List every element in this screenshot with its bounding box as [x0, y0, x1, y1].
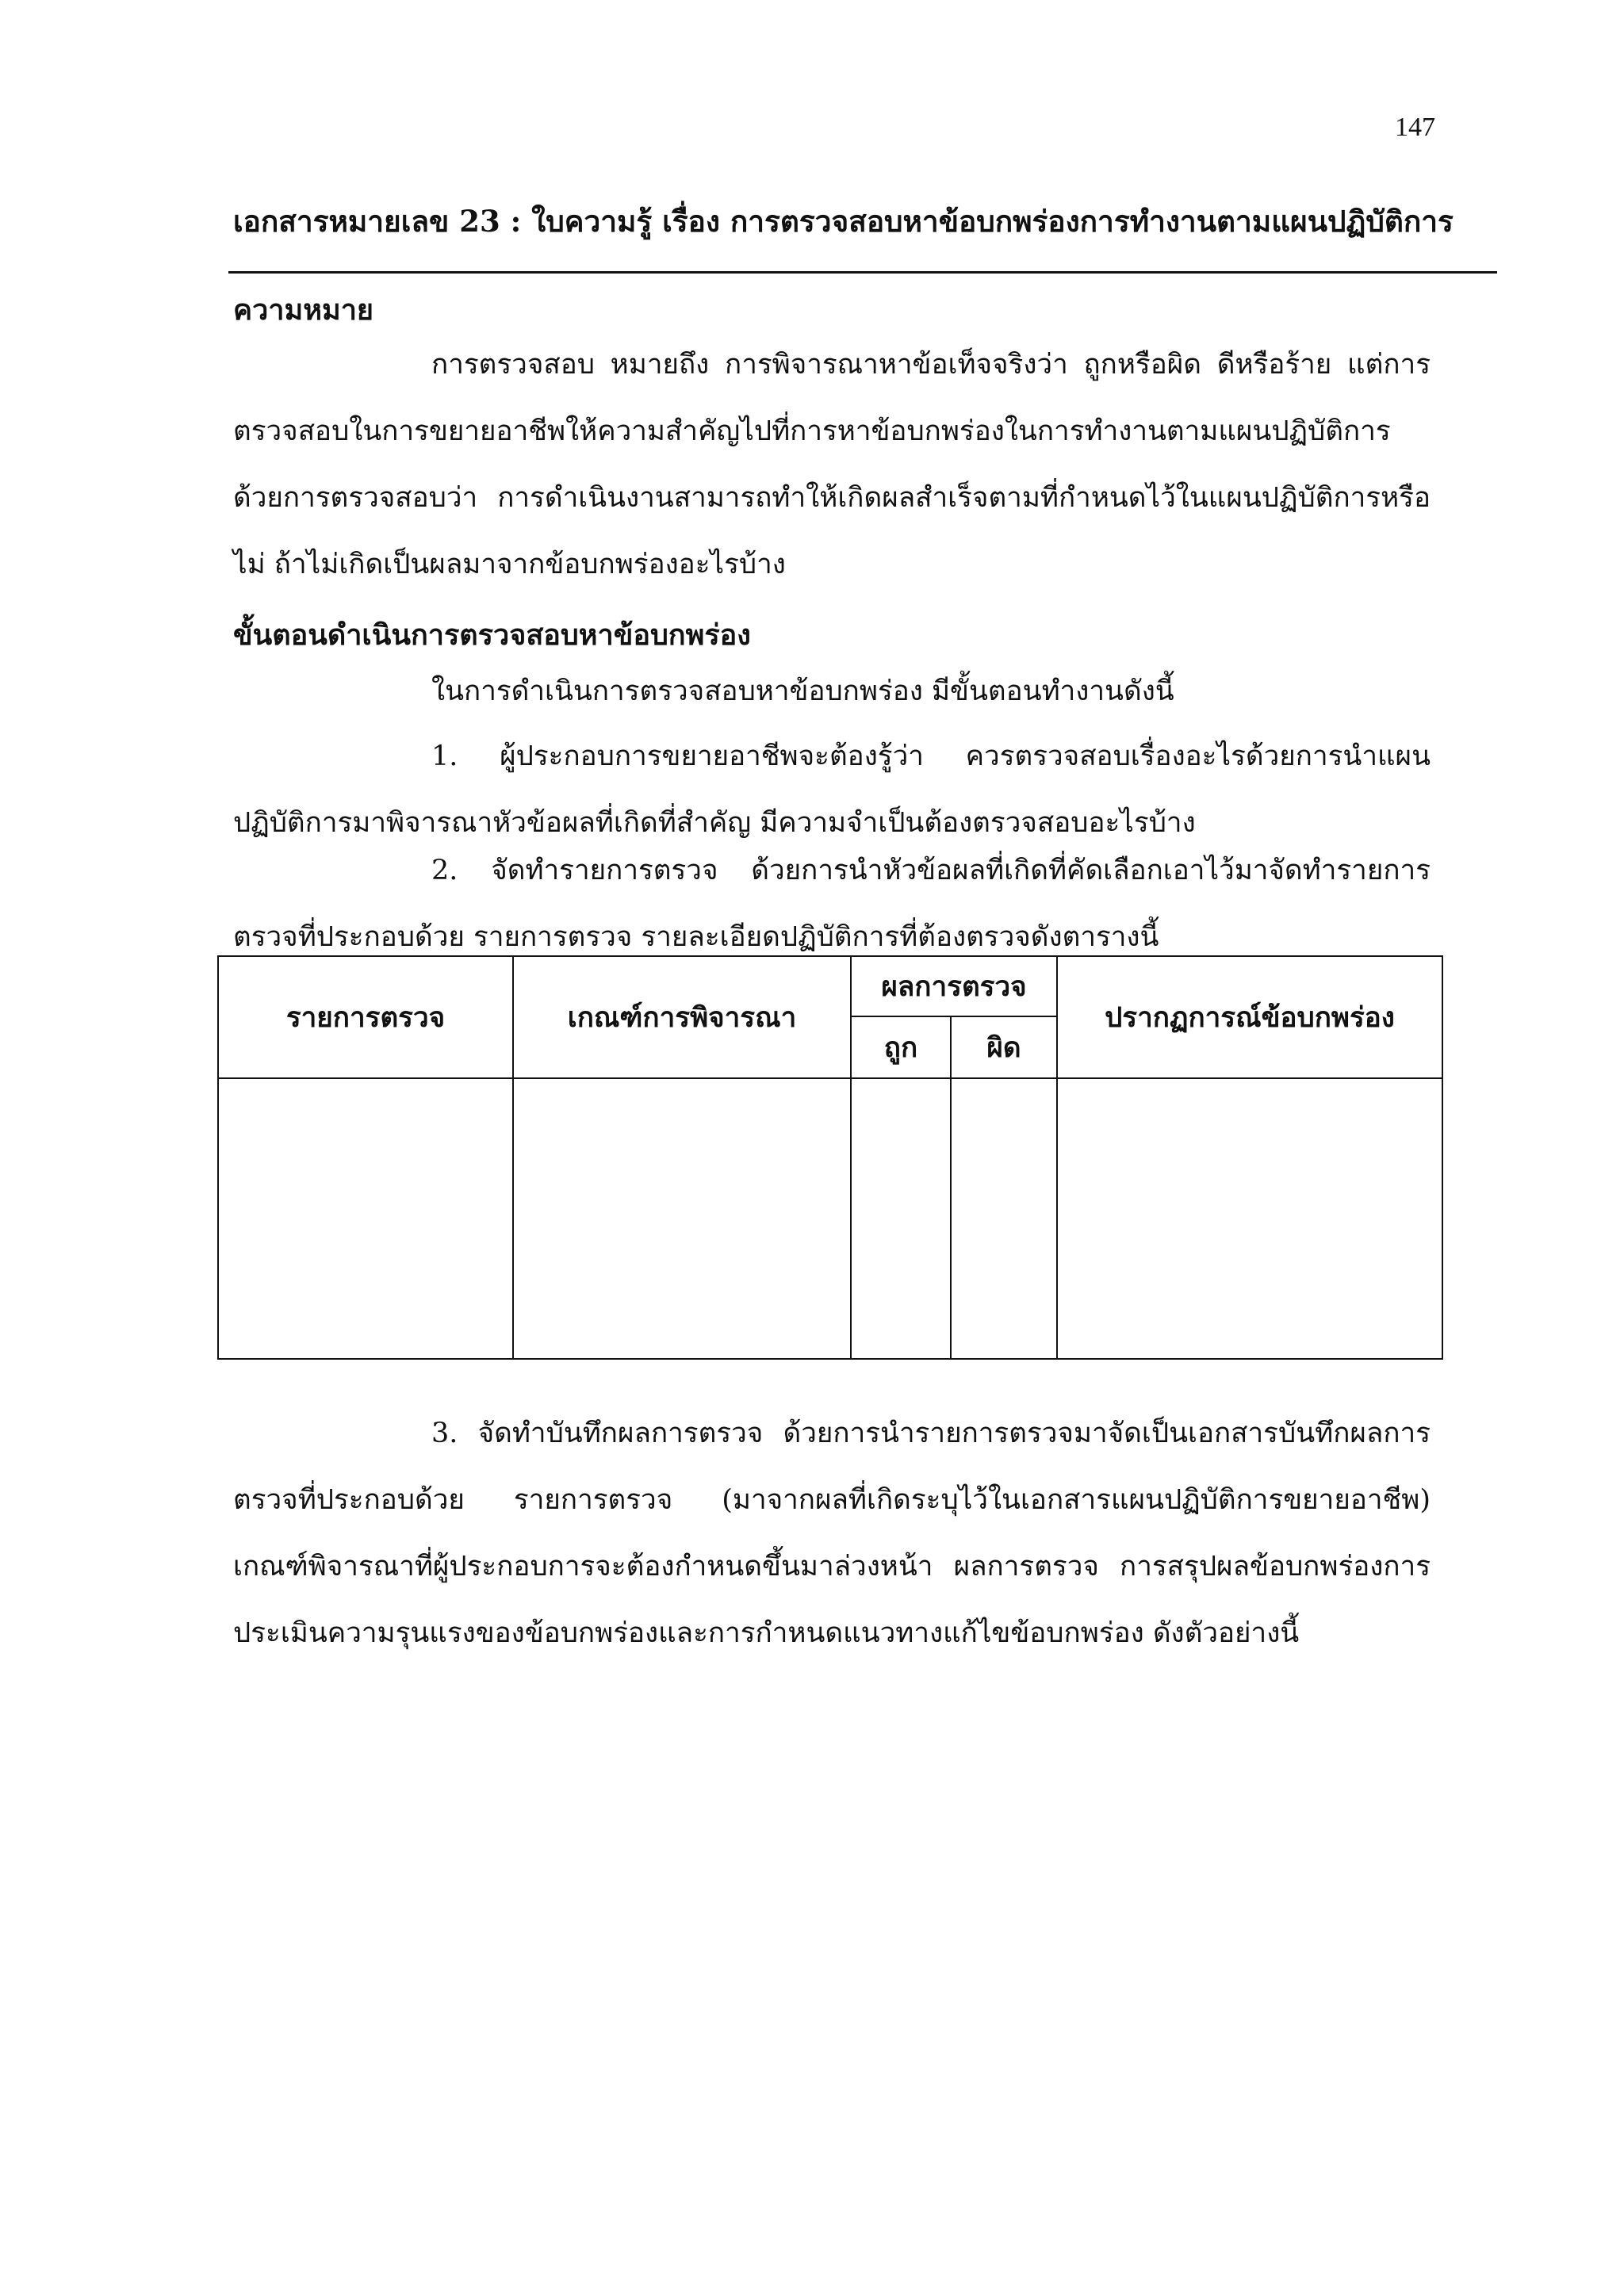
cell-correct [851, 1078, 951, 1359]
cell-wrong [951, 1078, 1057, 1359]
header-inspection-result: ผลการตรวจ [851, 956, 1057, 1016]
header-defect-phenomenon: ปรากฏการณ์ข้อบกพร่อง [1057, 956, 1442, 1078]
section-heading-procedure: ขั้นตอนดำเนินการตรวจสอบหาข้อบกพร่อง [233, 618, 751, 652]
procedure-step-3: 3. จัดทำบันทึกผลการตรวจ ด้วยการนำรายการตรวจมาจัดเป็นเอกสารบันทึกผลการตรวจที่ประกอบด้วย รายการตรวจ (มาจากผลที่เกิดระบุไว้ในเอกสารแผนปฏิบัติการขยายอาชีพ) เกณฑ์พิจารณาที่ผู้ประกอบการจะต้องกำหนดขึ้นมาล่วงหน้า ผลการตรวจ การสรุปผลข้อบกพร่องการประเมินความรุนแรงของข้อบกพร่องและการกำหนดแนวทางแก้ไขข้อบกพร่อง ดังตัวอย่างนี้ [233, 1418, 1431, 1649]
cell-defect-phenomenon [1057, 1078, 1442, 1359]
header-criteria: เกณฑ์การพิจารณา [513, 956, 851, 1078]
cell-inspection-item [218, 1078, 513, 1359]
document-title: เอกสารหมายเลข 23 : ใบความรู้ เรื่อง การตรวจสอบหาข้อบกพร่องการทำงานตามแผนปฏิบัติการ [233, 204, 1454, 239]
header-wrong: ผิด [951, 1016, 1057, 1078]
inspection-table [217, 955, 1443, 1360]
title-divider [228, 271, 1497, 274]
cell-criteria [513, 1078, 851, 1359]
procedure-intro: ในการดำเนินการตรวจสอบหาข้อบกพร่อง มีขั้นตอนทำงานดังนี้ [431, 675, 1174, 707]
procedure-step-2: 2. จัดทำรายการตรวจ ด้วยการนำหัวข้อผลที่เกิดที่คัดเลือกเอาไว้มาจัดทำรายการตรวจที่ประกอบด้วย รายการตรวจ รายละเอียดปฏิบัติการที่ต้องตรวจดังตารางนี้ [233, 855, 1431, 953]
section-heading-meaning: ความหมาย [233, 293, 374, 327]
header-correct: ถูก [851, 1016, 951, 1078]
header-inspection-item: รายการตรวจ [218, 956, 513, 1078]
procedure-step-1: 1. ผู้ประกอบการขยายอาชีพจะต้องรู้ว่า ควรตรวจสอบเรื่องอะไรด้วยการนำแผนปฏิบัติการมาพิจารณาหัวข้อผลที่เกิดที่สำคัญ มีความจำเป็นต้องตรวจสอบอะไรบ้าง [233, 740, 1431, 839]
page-number: 147 [1395, 113, 1435, 142]
meaning-paragraph: การตรวจสอบ หมายถึง การพิจารณาหาข้อเท็จจริงว่า ถูกหรือผิด ดีหรือร้าย แต่การตรวจสอบในการขยายอาชีพให้ความสำคัญไปที่การหาข้อบกพร่องในการทำงานตามแผนปฏิบัติการ ด้วยการตรวจสอบว่า การดำเนินงานสามารถทำให้เกิดผลสำเร็จตามที่กำหนดไว้ในแผนปฏิบัติการหรือไม่ ถ้าไม่เกิดเป็นผลมาจากข้อบกพร่องอะไรบ้าง [233, 349, 1431, 580]
